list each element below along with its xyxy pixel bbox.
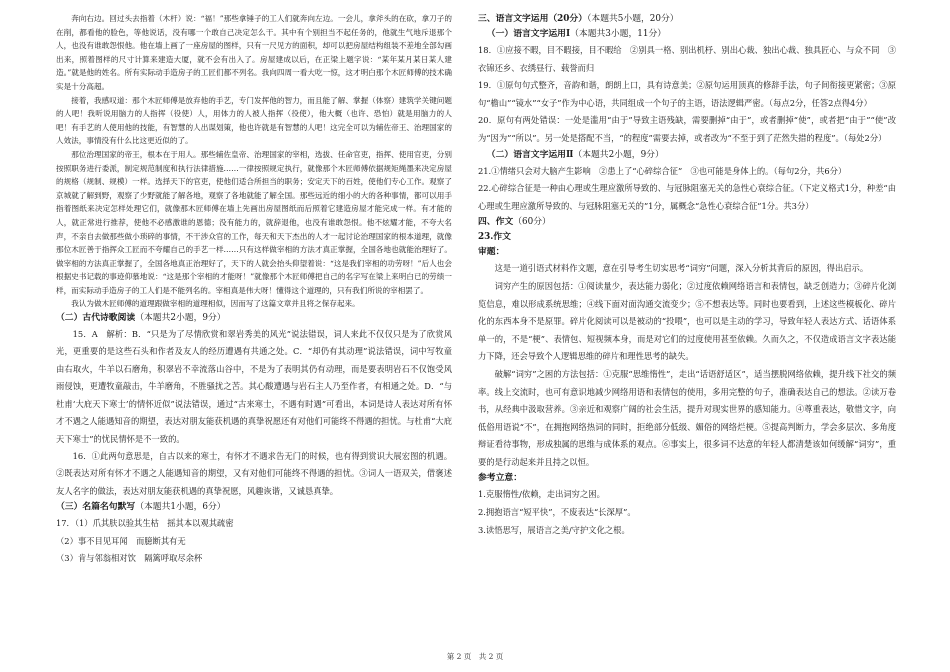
answer-21: 21.①情绪只会对大脑产生影响 ②患上了“心碎综合征” ③也可能是身体上的。（每句2分，共6分）	[478, 165, 847, 176]
answer-17-line: （2）事不目见耳闻 而臆断其有无	[56, 535, 186, 546]
section-heading-language-1: （一）语言文字运用Ⅰ（本题共3小题，11分）	[486, 29, 667, 39]
passage-paragraph: 那位治理国家的帝王，根本在于用人。那些辅佐皇帝、治理国家的宰相，选拔、任命官吏，指挥、使用官吏，分别按照职务进行委派，制定规范制度和执行法律措施……一律按照规定执行，就像那个木匠师傅依据规矩绳墨来决定房屋的规格（规制、规模）一样。选择天下的官吏，使他们适合所担当的职务；安定天下的百姓，使他们专心工作。观察了京城就了解到野，观察了少野就能了解各地，观察了各地就能了解全国。那些远近的细小的大的各种事情，都可以用手指着图纸来决定怎样处理它们，就像那木匠师傅在墙上先画出房屋图纸而后照着它建造房屋才能完成一样。有才能的人，就正常进行推荐，使他不必感激谁的恩德；没有能力的，就辞退他，也没有谁敢怨恨。他不炫耀才能，不夸大名声，不亲自去做那些做小琐碎的事情，不干涉众官的工作，每天和天下杰出的人才一起讨论治理国家的根本道理，就像那位木匠善于指挥众工匠而不夸耀自己的手艺一样……只有这样做宰相的方法才真正掌握，全国各地也就能治理好了。做宰相的方法真正掌握了，全国各地真正治理好了，天下的人就会抬头仰望着说：“这是我们宰相的功劳呀！”后人也会根据史书记载的事迹仰慕地说：“这是那个宰相的才能呀！”就像那个木匠师傅把自己的名字写在梁上来明白已的劳绩一样，而实际动手造房子的工人们是不能列名的。宰相真是伟大呀！懂得这个道理的，只有我们所说的宰相罢了。	[56, 149, 452, 295]
essay-paragraph: 词穷产生的原因包括：①阅读量少，表达能力弱化；②过度依赖网络语言和表情包，缺乏创造力；③碎片化浏览信息，难以形成系统思维；④线下面对面沟通交流变少；⑤不想表达等。同时也要看到，上述这些模板化、碎片化的东西本身不是原罪。碎片化阅读可以是被动的“投喂”，也可以是主动的学习，导致年轻人表达方式、话语体系单一的，不是“梗”、表情包、短视频本身，而是对它们的过度使用甚至依赖。久而久之，不仅造成语言文字表达能力下降，还会导致个人逻辑思维的碎片和理性思考的缺失。	[478, 280, 896, 362]
section-heading-poetry: （二）古代诗歌阅读（本题共2小题，9分）	[56, 313, 226, 324]
answer-16: 16．①此两句意思是，自古以来的寒士，有怀才不遇求告无门的时候，也有得到赏识大展宏图的机遇。②既表达对所有怀才不遇之人能遇知音的期望，又有对他们可能终不得遇的担忧。③词人一语双关，借褒述友人名字的做法，表达对朋友能获机遇的真挚祝愿，风趣诙谐，又诚恳真挚。	[56, 450, 452, 496]
question-23-label: 23.作文	[478, 232, 511, 243]
reference-label: 参考立意：	[478, 473, 522, 484]
passage-paragraph: 我认为做木匠师傅的道理跟做宰相的道理相似，因而写了这篇文章并且将之保存起来。	[71, 299, 360, 309]
answer-22: 22.心碎综合征是一种由心理或生理应激所导致的、与冠脉阻塞无关的急性心衰综合征。（下定义格式1分，种差“由心理或生理应激所导致的、与冠脉阻塞无关的”1分，属概念“急性心衰综合征”1分。共3分）	[478, 183, 896, 211]
reference-item: 2.拥抱语言“短平快”，不废表达“长深厚”。	[478, 507, 636, 518]
section-heading-recitation: （三）名篇名句默写（本题共1小题，6分）	[56, 502, 226, 513]
passage-paragraph: 接着，我感叹道：那个木匠师傅是放弃他的手艺，专门发挥他的智力，而且能了解、掌握（体察）建筑学关键问题的人吧！我听说用脑力的人指挥（役使）人，用体力的人被人指挥（役使），他大概（也许、恐怕）就是用脑力的人吧！有手艺的人使用他的技能，有智慧的人出谋划策，他也许就是有智慧的人吧！这完全可以为辅佐帝王、治理国家的人效法，事情没有什么比这更近似的了。	[56, 95, 452, 146]
answer-18: 18．①应接不暇，目不暇接，目不暇给 ②别具一格、别出机杼、别出心裁、独出心裁、独具匠心、与众不同 ③衣锦还乡、衣绣昼行、载誉而归	[478, 45, 896, 73]
section-heading-language-2: （二）语言文字运用Ⅱ（本题共2小题，9分）	[486, 149, 664, 160]
essay-paragraph: 破解“词穷”之困的方法包括：①克服“思维惰性”，走出“话语舒适区”，适当摆脱网络依赖，提升线下社交的频率。线上交流时，也可有意识地减少网络用语和表情包的使用，多用完整的句子，准确表达自己的想法。②读万卷书，从经典中汲取营养。③亲近和观察广阔的社会生活，提升对现实世界的感知能力。④尊重表达，敬惜文字，向低俗用语说“不”，在拥抱网络热词的同时，拒绝部分低级、媚俗的网络烂梗。⑤提高判断力，学会多层次、多角度辩证看待事物，形成独属的思维与成体系的观点。⑥事实上，很多词不达意的年轻人都清楚该如何缓解“词穷”，重要的是行动起来并且持之以恒。	[478, 368, 896, 467]
answer-15: 15．A 解析：B．“只是为了尽情欣赏和翠岩秀美的风光”说法错误，词人来此不仅仅只是为了欣赏风光，更重要的是这些石头和作者及友人的经历遭遇有共通之处。C．“却仍有其动理”说法错误，词中写牧童由右取火，牛羊以石磨角，积翠岩不幸流落山谷中，不是为了表明其仍有动理，而是要表明岩石不仅饱受风雨侵蚀，更遭牧童敲击，牛羊磨角，不胜骚扰之苦。其心酸遭遇与岩石主人乃至作者，有相通之处。D．“与杜甫‘大庇天下寒士’的情怀近似”说法错误，通过“古来寒士，不遇有时遇”可看出，本词是诗人表达对所有怀才不遇之人能遇知音的期望，表达对朋友能获机遇的真挚祝愿还有对他们可能终不得遇的担忧。与杜甫“大庇天下寒士”的忧民情怀是不一致的。	[56, 329, 452, 444]
answer-17-line: 17．（1）爪其肤以验其生枯 摇其本以观其疏密	[56, 518, 234, 529]
reference-item: 1.克服惰性/依赖，走出词穷之困。	[478, 489, 605, 500]
page-footer: 第 2 页 共 2 页	[446, 652, 504, 661]
part-heading-language: 三、语言文字运用（20分）（本题共5小题，20分）	[478, 14, 679, 24]
essay-paragraph: 这是一道引语式材料作文题，意在引导考生切实思考“词穷”问题，深入分析其背后的原因，得出启示。	[494, 263, 869, 274]
answer-17-line: （3）肯与邻翁相对饮 隔篱呼取尽余杯	[56, 552, 203, 563]
part-heading-essay: 四、作文（60分）	[478, 217, 551, 228]
reference-item: 3.读悟思写，展语言之美/守护文化之根。	[478, 524, 630, 535]
answer-19: 19．①原句句式整齐，音韵和谐，朗朗上口，具有诗意美；②原句运用顶真的修辞手法，句子间衔接更紧密；③原句“檐山”“镜水”“女子”作为中心语，共同组成一个句子的主语，语法逻辑严密。（每点2分，任答2点得4分）	[478, 80, 896, 108]
left-column	[56, 12, 452, 567]
shenti-label: 审题：	[478, 247, 505, 258]
passage-paragraph: 奔向右边。回过头去指着（木杆）说：“福！”那些拿锤子的工人们就奔向左边。一会儿，拿斧头的在砍，拿刀子的在削，都看他的脸色，等他说话，没有哪一个敢自己决定怎么干。其中有个别担当不起任务的，他就生气地斥退那个人，也没有谁敢怨恨他。他在墙上画了一座房屋的图样，只有一尺见方的面积，却可以把房屋结构组装不差地全部勾画出来，照着图样的尺寸计算来建造大厦，就不会有出入了。房屋建成以后，在正梁上题字说：“某年某月某日某人建造。”就是他的姓名。所有实际动手造房子的工匠们都不列名。我向四周一看大吃一惊，这才明白那个木匠师傅的技术确实是十分高超。	[56, 14, 452, 91]
right-column	[478, 12, 896, 539]
answer-20: 20．原句有两处错误：一处是滥用“由于”导致主语残缺，需要删掉“由于”，或者删掉“使”，或者把“由于”“使”改为“因为”“所以”。另一处是搭配不当，“的程度”需要去掉，或者改为“不至于到了茫然失措的程度”。（每处2分）	[478, 115, 896, 143]
